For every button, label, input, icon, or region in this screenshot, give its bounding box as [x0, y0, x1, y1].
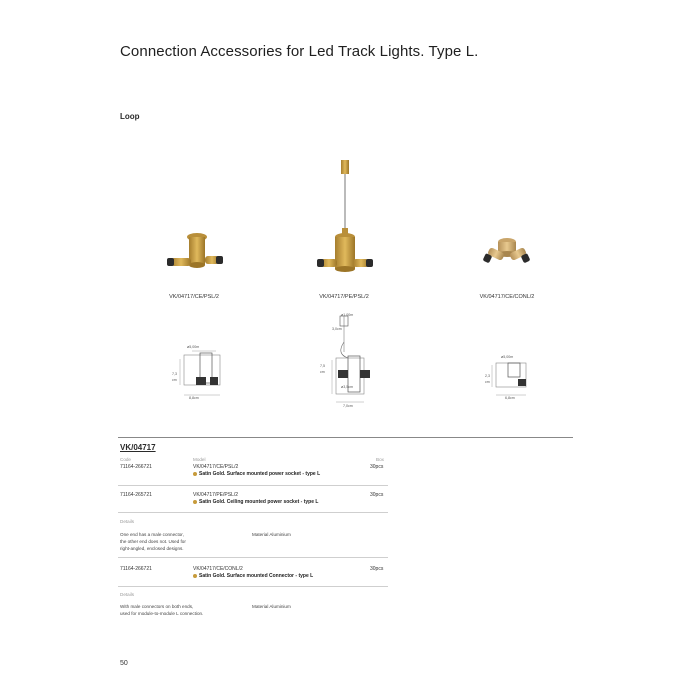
- details2-label: Details: [120, 592, 135, 597]
- table-heading: VK/04717: [120, 443, 156, 452]
- col-box-header: Box: [376, 457, 384, 462]
- technical-drawing-1: [170, 345, 230, 405]
- dim-top-1: ø5,00m: [187, 345, 200, 349]
- product-image-ceiling-socket: [315, 160, 375, 278]
- finish-swatch-icon: [193, 472, 197, 476]
- dim-side-1: 7,3: [172, 372, 177, 376]
- dim-side-2: 7,5: [320, 364, 325, 368]
- row-divider: [118, 586, 388, 587]
- row3-model: VK/04717/CE/CONL/2: [193, 566, 243, 572]
- technical-drawing-2: [318, 312, 378, 408]
- col-model-header: Model: [193, 457, 206, 462]
- row3-code: 71164-266721: [120, 566, 152, 572]
- row1-code: 71164-266721: [120, 464, 152, 470]
- dim-base-top-2: ø3,5cm: [341, 385, 353, 389]
- details1-material: Material Aluminium: [252, 532, 291, 537]
- row-divider: [118, 485, 388, 486]
- details1-line3: right-angled, enclosed designs.: [120, 546, 184, 551]
- details2-material: Material Aluminium: [252, 604, 291, 609]
- dim-side-unit-3: cm: [485, 380, 490, 384]
- row1-desc: [193, 471, 320, 477]
- finish-swatch-icon: [193, 500, 197, 504]
- dim-side-unit-2: cm: [320, 370, 325, 374]
- row2-box: 30pcs: [370, 492, 384, 498]
- row-divider: [118, 512, 388, 513]
- page-title: Connection Accessories for Led Track Lights. Type L.: [120, 43, 479, 60]
- row-divider: [118, 557, 388, 558]
- row3-box: 30pcs: [370, 566, 384, 572]
- details1-line1: One end has a male connector,: [120, 532, 184, 537]
- table-top-rule: [118, 437, 573, 438]
- product-image-connector: [482, 232, 532, 272]
- row3-desc-text: Satin Gold. Surface mounted Connector - type L: [199, 573, 314, 579]
- col-code-header: Code: [120, 457, 131, 462]
- details1-line2: the other end does not. Used for: [120, 539, 186, 544]
- product-label-3: VK/04717/CE/CONL/2: [479, 294, 535, 300]
- dim-bottom-1: 8,8cm: [189, 396, 199, 400]
- finish-swatch-icon: [193, 574, 197, 578]
- dim-side-3: 2,3: [485, 374, 490, 378]
- row1-model: VK/04717/CE/PSL/2: [193, 464, 239, 470]
- row2-code: 71164-265721: [120, 492, 152, 498]
- dim-top-2: ø1,00m: [341, 313, 354, 317]
- technical-drawing-3: [484, 355, 534, 400]
- row2-desc: [193, 499, 318, 505]
- page-number: 50: [120, 660, 128, 667]
- product-label-1: VK/04717/CE/PSL/2: [169, 294, 219, 300]
- row2-desc-text: Satin Gold. Ceiling mounted power socket - type L: [199, 499, 319, 505]
- section-heading: Loop: [120, 112, 140, 121]
- dim-bottom-2: 7,0cm: [343, 404, 353, 408]
- row2-model: VK/04717/PE/PSL/2: [193, 492, 239, 498]
- row3-desc: [193, 573, 313, 579]
- product-image-surface-socket: [165, 228, 225, 276]
- dim-bottom-3: 6,8cm: [505, 396, 515, 400]
- details1-label: Details: [120, 519, 135, 524]
- dim-top-3: ø5,00m: [501, 355, 514, 359]
- row1-desc-text: Satin Gold. Surface mounted power socket - type L: [199, 471, 321, 477]
- dim-side-unit-1: cm: [172, 378, 177, 382]
- product-label-2: VK/04717/PE/PSL/2: [319, 294, 369, 300]
- details2-line2: used for module-to-module L connection.: [120, 611, 204, 616]
- details2-line1: With male connectors on both ends,: [120, 604, 194, 609]
- dim-mid-2: 3,0cm: [332, 327, 342, 331]
- row1-box: 30pcs: [370, 464, 384, 470]
